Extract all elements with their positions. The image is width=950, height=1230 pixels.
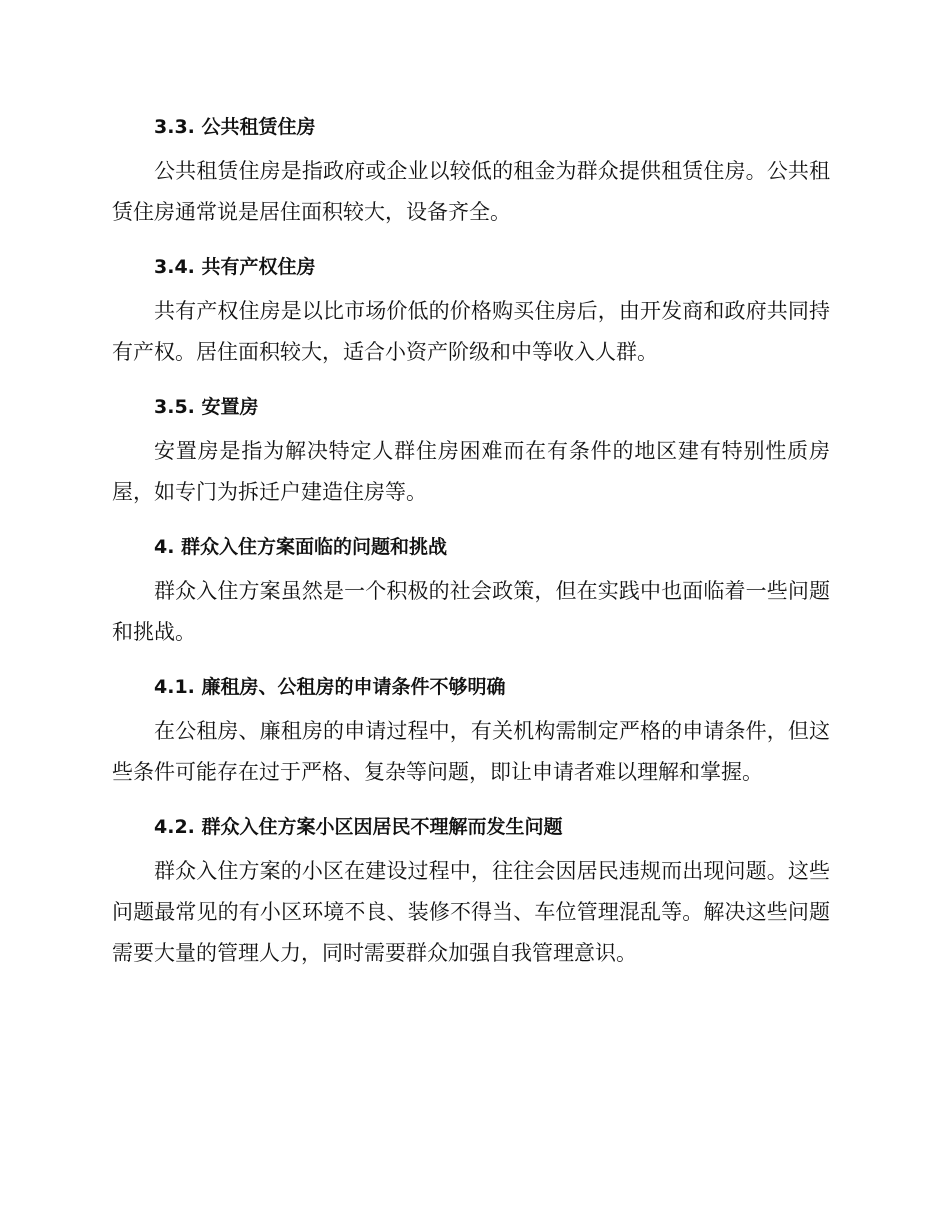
section-body-3-3: 公共租赁住房是指政府或企业以较低的租金为群众提供租赁住房。公共租赁住房通常说是居住面积较大，设备齐全。 xyxy=(112,159,830,224)
section-body-3-5: 安置房是指为解决特定人群住房困难而在有条件的地区建有特别性质房屋，如专门为拆迁户建造住房等。 xyxy=(112,439,830,504)
section-heading-4-1: 4.1. 廉租房、公租房的申请条件不够明确 xyxy=(154,676,506,698)
section-heading-3-5: 3.5. 安置房 xyxy=(154,396,259,418)
document-content xyxy=(112,103,830,984)
section-heading-3-4: 3.4. 共有产权住房 xyxy=(154,256,316,278)
section-body-4-1: 在公租房、廉租房的申请过程中，有关机构需制定严格的申请条件，但这些条件可能存在过于严格、复杂等问题，即让申请者难以理解和掌握。 xyxy=(112,719,830,784)
section-body-4: 群众入住方案虽然是一个积极的社会政策，但在实践中也面临着一些问题和挑战。 xyxy=(112,579,830,644)
section-body-3-4: 共有产权住房是以比市场价低的价格购买住房后，由开发商和政府共同持有产权。居住面积较大，适合小资产阶级和中等收入人群。 xyxy=(112,299,830,364)
section-body-4-2: 群众入住方案的小区在建设过程中，往往会因居民违规而出现问题。这些问题最常见的有小区环境不良、装修不得当、车位管理混乱等。解决这些问题需要大量的管理人力，同时需要群众加强自我管理意识。 xyxy=(112,859,830,965)
section-heading-4-2: 4.2. 群众入住方案小区因居民不理解而发生问题 xyxy=(154,816,563,838)
section-heading-4: 4. 群众入住方案面临的问题和挑战 xyxy=(154,536,448,558)
section-heading-3-3: 3.3. 公共租赁住房 xyxy=(154,116,316,138)
